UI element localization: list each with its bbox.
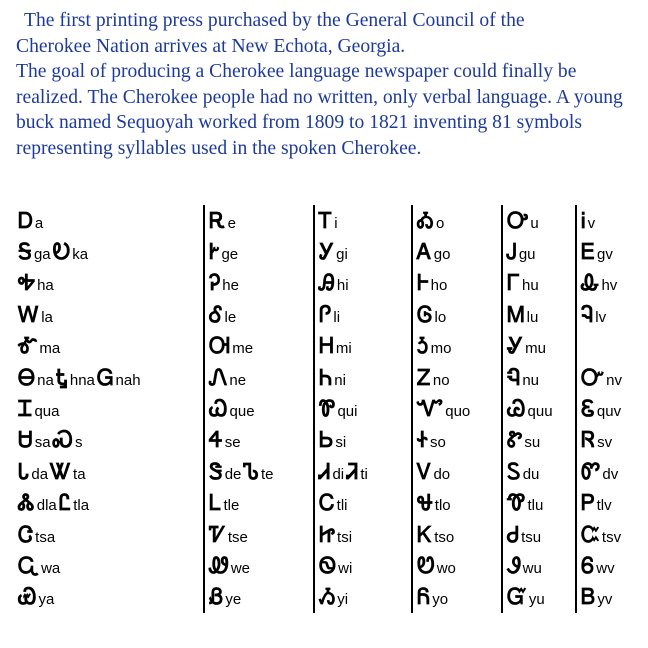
syllable-label: la xyxy=(41,308,53,326)
syllable-label: qua xyxy=(34,403,60,421)
syllabary-cell xyxy=(314,205,412,236)
cherokee-glyph: Ꮖ xyxy=(18,396,33,423)
syllable-label: tle xyxy=(223,497,240,515)
cherokee-glyph: Ꮸ xyxy=(581,521,600,548)
cherokee-glyph: Ꮇ xyxy=(507,301,525,328)
caption xyxy=(16,8,640,161)
syllable-label: ha xyxy=(37,277,54,295)
syllabary-row xyxy=(14,331,640,362)
syllable-label: quv xyxy=(596,403,622,421)
syllabary-cell xyxy=(14,268,204,299)
syllable-label: so xyxy=(430,434,446,452)
cherokee-glyph: Ꮿ xyxy=(18,584,37,611)
syllable-label: no xyxy=(432,371,450,389)
syllabary-row xyxy=(14,299,640,330)
cherokee-glyph: Ꭳ xyxy=(417,207,434,234)
syllabary-cell xyxy=(576,362,640,393)
syllable-label: mo xyxy=(430,340,452,358)
syllable-label: que xyxy=(229,403,255,421)
syllable-label: ne xyxy=(229,371,247,389)
cherokee-glyph: Ꮭ xyxy=(58,490,72,517)
syllabary-cell xyxy=(14,236,204,267)
syllabary-cell xyxy=(14,488,204,519)
syllable-label: v xyxy=(587,214,596,232)
syllabary-cell xyxy=(204,550,314,581)
syllabary-cell xyxy=(14,362,204,393)
syllabary-cell xyxy=(576,236,640,267)
cherokee-glyph: Ꮌ xyxy=(417,333,429,360)
cherokee-glyph: Ꮎ xyxy=(18,364,36,391)
cherokee-glyph: Ꮏ xyxy=(55,364,68,391)
syllabary-row xyxy=(14,236,640,267)
syllabary-cell xyxy=(576,393,640,424)
syllable-label: do xyxy=(433,465,451,483)
cherokee-glyph: Ᏺ xyxy=(417,584,431,611)
syllable-label: a xyxy=(34,214,44,232)
cherokee-glyph: Ꮬ xyxy=(18,490,35,517)
syllable-label: wu xyxy=(522,559,542,577)
cherokee-glyph: Ꮗ xyxy=(209,396,228,423)
cherokee-glyph: Ꮐ xyxy=(96,364,114,391)
cherokee-glyph: Ᏸ xyxy=(209,584,224,611)
syllabary-cell xyxy=(412,425,502,456)
cherokee-glyph: Ꭺ xyxy=(417,239,432,266)
syllabary-cell xyxy=(204,268,314,299)
syllabary-cell xyxy=(14,393,204,424)
syllabary-row xyxy=(14,488,640,519)
syllabary-cell xyxy=(204,519,314,550)
cherokee-glyph: Ꮣ xyxy=(18,458,30,485)
syllable-label: tsi xyxy=(337,528,353,546)
cherokee-glyph: Ꭰ xyxy=(18,207,33,234)
cherokee-glyph: Ꮶ xyxy=(417,521,433,548)
syllable-label: mu xyxy=(525,340,546,358)
syllable-label: lv xyxy=(595,308,607,326)
syllabary-cell xyxy=(502,425,576,456)
syllable-label: na xyxy=(37,371,54,389)
syllable-label: dv xyxy=(602,465,619,483)
cherokee-glyph: Ꮦ xyxy=(243,458,259,485)
cherokee-glyph: Ꮩ xyxy=(417,458,432,485)
syllable-label: wo xyxy=(436,559,456,577)
syllabary-cell xyxy=(412,550,502,581)
syllabary-row xyxy=(14,550,640,581)
cherokee-glyph: Ꮧ xyxy=(319,458,331,485)
syllable-label: ya xyxy=(38,591,55,609)
syllable-label: hi xyxy=(336,277,349,295)
cherokee-glyph: Ꮆ xyxy=(417,301,433,328)
syllabary-row xyxy=(14,519,640,550)
syllabary-row xyxy=(14,362,640,393)
syllable-label: lo xyxy=(434,308,447,326)
syllable-label: nah xyxy=(115,371,141,389)
syllable-label: tso xyxy=(434,528,455,546)
syllabary-table xyxy=(14,205,640,613)
syllable-label: s xyxy=(74,434,83,452)
cherokee-glyph: Ꮘ xyxy=(319,396,336,423)
cherokee-glyph: Ꭶ xyxy=(18,239,32,266)
syllabary-cell xyxy=(576,582,640,613)
syllabary-cell xyxy=(204,456,314,487)
syllable-label: o xyxy=(435,214,445,232)
syllabary-cell xyxy=(502,456,576,487)
syllabary-row xyxy=(14,425,640,456)
syllabary-cell xyxy=(412,488,502,519)
syllable-label: ho xyxy=(430,277,448,295)
cherokee-glyph: Ꮻ xyxy=(319,552,337,579)
syllabary-cell xyxy=(412,456,502,487)
cherokee-glyph: Ꮑ xyxy=(209,364,228,391)
syllabary-cell xyxy=(204,236,314,267)
cherokee-glyph: Ꭹ xyxy=(319,239,335,266)
cherokee-glyph: Ꭲ xyxy=(319,207,333,234)
syllabary-cell xyxy=(204,425,314,456)
syllabary-cell xyxy=(14,205,204,236)
syllabary-row xyxy=(14,268,640,299)
syllable-label: le xyxy=(224,308,237,326)
syllabary-cell xyxy=(314,488,412,519)
cherokee-glyph: Ꮝ xyxy=(52,427,73,454)
syllabary-cell xyxy=(14,425,204,456)
syllabary-cell xyxy=(576,488,640,519)
cherokee-glyph: Ꮷ xyxy=(507,521,520,548)
syllable-label: ka xyxy=(72,246,89,264)
syllable-label: tsv xyxy=(601,528,622,546)
cherokee-glyph: Ꮓ xyxy=(417,364,431,391)
syllable-label: ye xyxy=(225,591,242,609)
syllabary-cell xyxy=(576,299,640,330)
syllable-label: sv xyxy=(597,434,613,452)
syllable-label: he xyxy=(222,277,239,295)
syllabary-row xyxy=(14,456,640,487)
syllabary-cell xyxy=(576,519,640,550)
syllable-label: tse xyxy=(227,528,248,546)
syllabary-cell xyxy=(314,519,412,550)
cherokee-glyph: Ꮚ xyxy=(507,396,526,423)
syllabary-cell xyxy=(502,236,576,267)
cherokee-glyph: Ꭸ xyxy=(209,239,220,266)
syllable-label: ga xyxy=(33,246,51,264)
syllable-label: tlo xyxy=(434,497,451,515)
syllabary-cell xyxy=(314,236,412,267)
cherokee-glyph: Ꭾ xyxy=(209,270,221,297)
cherokee-glyph: Ꮟ xyxy=(319,427,334,454)
syllable-label: ge xyxy=(221,246,239,264)
syllabary-cell xyxy=(502,268,576,299)
cherokee-glyph: Ꭵ xyxy=(581,207,586,234)
cherokee-glyph: Ꮺ xyxy=(209,552,229,579)
cherokee-glyph: Ꮱ xyxy=(507,490,526,517)
cherokee-glyph: Ꮙ xyxy=(417,396,444,423)
syllable-label: tla xyxy=(73,497,90,515)
cherokee-glyph: Ꮜ xyxy=(18,427,33,454)
syllable-label: sa xyxy=(34,434,51,452)
cherokee-glyph: Ꮕ xyxy=(581,364,605,391)
cherokee-glyph: Ꮢ xyxy=(581,427,596,454)
syllable-label: gu xyxy=(518,246,536,264)
cherokee-glyph: Ꮂ xyxy=(581,270,600,297)
syllable-label: hna xyxy=(69,371,95,389)
cherokee-glyph: Ꮡ xyxy=(507,427,523,454)
syllabary-cell xyxy=(14,456,204,487)
syllabary-cell xyxy=(314,362,412,393)
syllabary-cell xyxy=(314,268,412,299)
syllabary-cell xyxy=(412,299,502,330)
syllable-label: yi xyxy=(337,591,349,609)
cherokee-glyph: Ꮍ xyxy=(507,333,524,360)
syllable-label: ta xyxy=(73,465,86,483)
cherokee-glyph: Ꭿ xyxy=(319,270,335,297)
syllable-label: me xyxy=(232,340,254,358)
cherokee-glyph: Ꮞ xyxy=(209,427,223,454)
syllable-label: li xyxy=(333,308,341,326)
syllabary-cell xyxy=(204,362,314,393)
cherokee-glyph: Ꮴ xyxy=(209,521,226,548)
syllable-label: tlu xyxy=(527,497,544,515)
caption-line-2: Cherokee Nation arrives at New Echota, Georgia. xyxy=(16,35,406,57)
syllabary-cell xyxy=(204,299,314,330)
syllable-label: da xyxy=(31,465,49,483)
cherokee-glyph: Ꮊ xyxy=(209,333,231,360)
syllabary-cell xyxy=(204,582,314,613)
cherokee-glyph: Ꮾ xyxy=(581,552,595,579)
cherokee-glyph: Ꮮ xyxy=(209,490,222,517)
cherokee-glyph: Ꭼ xyxy=(581,239,596,266)
syllabary-cell xyxy=(314,456,412,487)
cherokee-glyph: Ꮨ xyxy=(346,458,359,485)
syllable-label: lu xyxy=(526,308,539,326)
cherokee-glyph: Ꮅ xyxy=(319,301,332,328)
syllable-label: yv xyxy=(597,591,613,609)
syllable-label: du xyxy=(522,465,540,483)
cherokee-glyph: Ꮯ xyxy=(319,490,335,517)
cherokee-glyph: Ꮒ xyxy=(319,364,333,391)
syllable-label: hv xyxy=(601,277,618,295)
syllable-label: di xyxy=(332,465,345,483)
cherokee-glyph: Ꮔ xyxy=(507,364,521,391)
syllabary-cell xyxy=(412,362,502,393)
syllabary-cell xyxy=(576,550,640,581)
cherokee-glyph: Ꮁ xyxy=(507,270,521,297)
syllabary-cell xyxy=(576,268,640,299)
syllable-label: ti xyxy=(360,465,368,483)
cherokee-glyph: Ꮀ xyxy=(417,270,429,297)
syllabary-cell xyxy=(502,331,576,362)
syllable-label: dla xyxy=(36,497,57,515)
caption-line-1: The first printing press purchased by the General Council of the xyxy=(24,10,525,31)
syllable-label: mi xyxy=(335,340,352,358)
cherokee-glyph: Ꮠ xyxy=(417,427,429,454)
syllabary-cell xyxy=(14,550,204,581)
cherokee-glyph: Ꮈ xyxy=(581,301,594,328)
syllable-label: su xyxy=(524,434,541,452)
syllable-label: we xyxy=(230,559,250,577)
cherokee-glyph: Ꮼ xyxy=(417,552,435,579)
syllabary-cell xyxy=(412,582,502,613)
syllable-label: wv xyxy=(596,559,615,577)
syllabary-cell xyxy=(502,519,576,550)
syllabary-cell xyxy=(502,299,576,330)
syllabary-cell xyxy=(314,550,412,581)
cherokee-glyph: Ꭷ xyxy=(52,239,71,266)
syllabary-cell xyxy=(412,268,502,299)
cherokee-glyph: Ꮪ xyxy=(507,458,521,485)
syllable-label: wi xyxy=(338,559,353,577)
syllable-label: yo xyxy=(432,591,449,609)
syllabary-cell xyxy=(576,331,640,362)
syllabary-cell xyxy=(502,582,576,613)
caption-paragraph: The goal of producing a Cherokee language newspaper could finally be realized. The Cherokee people had no written, only verbal language. A young buck named Sequoyah worked from 1809 to 1821 inventing 81 symbols representing syllables used in the spoken Cherokee. xyxy=(16,61,623,159)
syllabary-cell xyxy=(314,582,412,613)
syllabary-cell xyxy=(14,519,204,550)
cherokee-glyph: Ꭽ xyxy=(18,270,36,297)
syllabary-cell xyxy=(502,488,576,519)
cherokee-glyph: Ꭴ xyxy=(507,207,529,234)
cherokee-glyph: Ꮃ xyxy=(18,301,40,328)
syllable-label: wa xyxy=(41,559,61,577)
syllabary-row xyxy=(14,582,640,613)
cherokee-glyph: Ꮲ xyxy=(581,490,595,517)
syllable-label: tli xyxy=(336,497,348,515)
syllable-label: ma xyxy=(39,340,61,358)
syllable-label: de xyxy=(224,465,242,483)
syllabary-row xyxy=(14,393,640,424)
syllabary-row xyxy=(14,205,640,236)
syllable-label: tsa xyxy=(35,528,56,546)
cherokee-glyph: Ꮄ xyxy=(209,301,223,328)
syllabary-cell xyxy=(576,425,640,456)
syllabary-cell xyxy=(502,362,576,393)
syllable-label: yu xyxy=(528,591,545,609)
syllable-label: se xyxy=(224,434,241,452)
cherokee-glyph: Ꮛ xyxy=(581,396,595,423)
syllabary-cell xyxy=(204,393,314,424)
syllable-label: e xyxy=(227,214,236,232)
cherokee-glyph: Ꮤ xyxy=(50,458,72,485)
syllable-label: gv xyxy=(597,246,613,264)
syllable-label: ni xyxy=(334,371,346,389)
syllabary-cell xyxy=(14,299,204,330)
syllabary-cell xyxy=(314,331,412,362)
cherokee-glyph: Ꮫ xyxy=(581,458,601,485)
cherokee-glyph: Ꮉ xyxy=(18,333,38,360)
syllabary-cell xyxy=(314,393,412,424)
cherokee-glyph: Ꮹ xyxy=(18,552,40,579)
syllable-label: quu xyxy=(527,403,553,421)
cherokee-glyph: Ꮳ xyxy=(18,521,34,548)
cherokee-glyph: Ꮥ xyxy=(209,458,223,485)
syllable-label: tlv xyxy=(596,497,612,515)
cherokee-glyph: Ꭱ xyxy=(209,207,226,234)
syllabary-cell xyxy=(204,331,314,362)
syllable-label: tsu xyxy=(521,528,542,546)
syllabary-cell xyxy=(502,550,576,581)
syllable-label: gi xyxy=(336,246,348,264)
cherokee-glyph: Ꮵ xyxy=(319,521,336,548)
syllabary-cell xyxy=(576,205,640,236)
syllabary-cell xyxy=(502,205,576,236)
syllabary-cell xyxy=(412,236,502,267)
syllabary-cell xyxy=(412,393,502,424)
syllabary-cell xyxy=(314,299,412,330)
syllabary-cell xyxy=(412,519,502,550)
syllabary-cell xyxy=(412,205,502,236)
syllabary-cell xyxy=(412,331,502,362)
cherokee-glyph: Ᏻ xyxy=(507,584,527,611)
cherokee-glyph: Ꮋ xyxy=(319,333,334,360)
syllabary-cell xyxy=(204,205,314,236)
syllabary-cell xyxy=(204,488,314,519)
syllable-label: si xyxy=(335,434,347,452)
syllable-label: te xyxy=(261,465,274,483)
syllable-label: qui xyxy=(337,403,358,421)
syllabary-cell xyxy=(14,331,204,362)
syllable-label: go xyxy=(433,246,451,264)
syllable-label: hu xyxy=(522,277,539,295)
syllable-label: nu xyxy=(522,371,539,389)
syllable-label: nv xyxy=(606,371,622,389)
syllabary-cell xyxy=(502,393,576,424)
syllable-label: u xyxy=(530,214,539,232)
cherokee-glyph: Ᏹ xyxy=(319,584,336,611)
syllabary-cell xyxy=(314,425,412,456)
cherokee-glyph: Ꮰ xyxy=(417,490,433,517)
cherokee-glyph: Ꭻ xyxy=(507,239,517,266)
syllabary-cell xyxy=(576,456,640,487)
cherokee-glyph: Ꮽ xyxy=(507,552,521,579)
syllable-label: i xyxy=(334,214,338,232)
cherokee-glyph: Ᏼ xyxy=(581,584,596,611)
syllabary-cell xyxy=(14,582,204,613)
syllable-label: quo xyxy=(445,403,471,421)
